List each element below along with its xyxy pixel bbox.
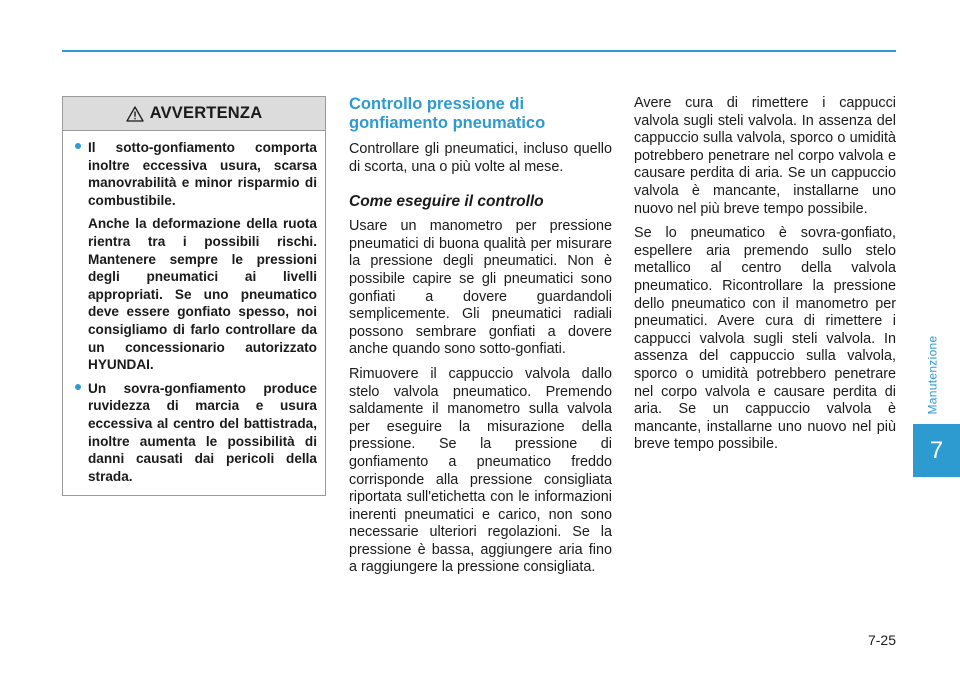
chapter-number-tab[interactable] (913, 424, 960, 477)
right-column (634, 95, 896, 461)
warning-header (63, 97, 325, 131)
warning-paragraph: Il sotto-gonfiamento comporta inoltre eccessiva usura, scarsa manovrabilità e minor risparmio di combustibile. (88, 140, 317, 208)
section-heading: Controllo pressione di gonfiamento pneumatico (349, 95, 546, 132)
chapter-side-label (920, 330, 944, 420)
warning-triangle-icon (126, 106, 144, 122)
warning-paragraph: Anche la deformazione della ruota rientra tra i possibili rischi. Mantenere sempre le pressioni degli pneumatici ai livelli appropriati. Se uno pneumatico deve essere gonfiato spesso, noi consigliamo di farlo controllare da un concessionario autorizzato HYUNDAI. (88, 216, 317, 373)
warning-paragraph: Un sovra-gonfiamento produce ruvidezza di marcia e usura eccessiva al centro del battistrada, inoltre aumenta le possibilità di danni causati dai pericoli della strada. (88, 380, 317, 484)
warning-body (63, 131, 325, 485)
warning-title: AVVERTENZA (149, 104, 263, 122)
chapter-side-label-text: Manutenzione (925, 335, 939, 415)
page-number: 7-25 (867, 632, 896, 648)
warning-item (72, 139, 317, 374)
sub-heading: Come eseguire il controllo (349, 193, 544, 211)
body-paragraph: Rimuovere il cappuccio valvola dallo stelo valvola pneumatico. Premendo saldamente il manometro sulla valvola per eseguire la misurazione della pressione. Se la pressione di gonfiamento a pneumatico freddo corrisponde alla pressione consigliata riportata sull'etichetta con le informazioni inerenti pneumatici e carico, non sono necessarie ulteriori regolazioni. Se la pressione è bassa, aggiungere aria fino a raggiungere la pressione consigliata. (349, 365, 612, 576)
warning-item (72, 380, 317, 486)
chapter-number: 7 (929, 436, 944, 464)
intro-paragraph: Controllare gli pneumatici, incluso quello di scorta, una o più volte al mese. (349, 141, 612, 175)
main-column (349, 95, 612, 584)
warning-box (62, 96, 326, 496)
bullet-icon (75, 384, 81, 390)
body-paragraph: Usare un manometro per pressione pneumatici di buona qualità per misurare la pressione degli pneumatici. Non è possibile capire se gli pneumatici sono gonfiati a dovere guardandoli semplicemente. Gli pneumatici radiali possono sembrare gonfiati a dovere anche quando sono sotto-gonfiati. (349, 218, 612, 358)
header-rule (62, 50, 896, 52)
body-paragraph: Avere cura di rimettere i cappucci valvola sugli steli valvola. In assenza del cappuccio sulla valvola, sporco o umidità potrebbero penetrare nel corpo valvola e causare perdita di aria. Se un cappuccio valvola è mancante, installarne uno nuovo nel più breve tempo possibile. (634, 95, 896, 217)
bullet-icon (75, 143, 81, 149)
body-paragraph: Se lo pneumatico è sovra-gonfiato, espellere aria premendo sullo stelo metallico al centro della valvola pneumatico. Ricontrollare la pressione dello pneumatico con il manometro per pneumatici. Avere cura di rimettere i cappucci valvola sugli steli valvola. In assenza del cappuccio sulla valvola, sporco o umidità potrebbero penetrare nel corpo valvola e causare perdita di aria. Se un cappuccio valvola è mancante, installarne uno nuovo nel più breve tempo possibile. (634, 225, 896, 453)
